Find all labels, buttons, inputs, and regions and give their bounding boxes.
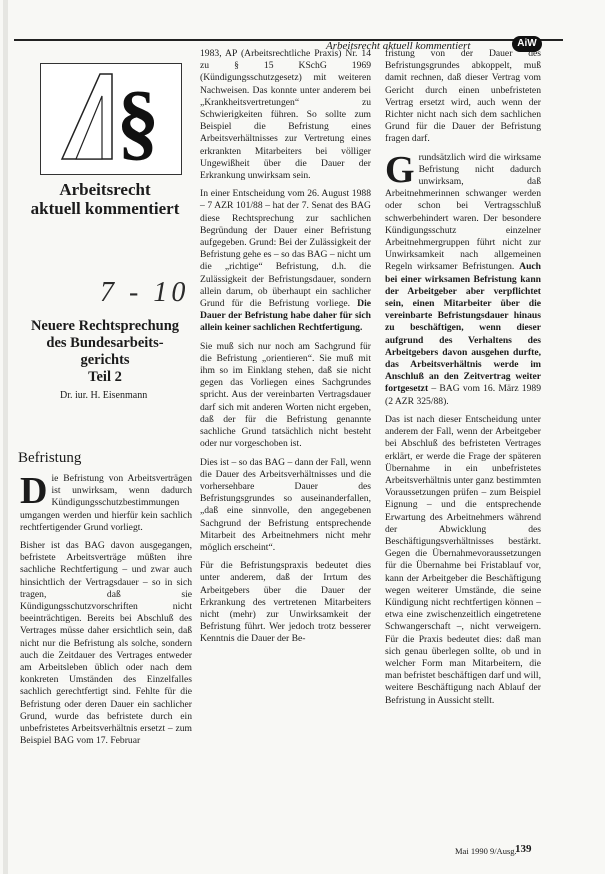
header-rule (14, 39, 563, 41)
paragraph: Bisher ist das BAG davon ausgegangen, befristete Arbeitsverträge müßten ihre sachliche Rechtfertigung – und zwar auch hinsichtlich der Vertragsdauer – so in sich tragen, daß sie Kündigungsschutzvorschriften nicht beeinträchtigen. Bereits bei Abschluß des Vertrages müsse daher ersichtlich sein, daß nicht nur die Befristung als solche, sondern auch die Zeitdauer des Vertrages entweder am Arbeitsleben üblich oder nach dem konkreten Umständen des Einzelfalles sachlich gerechtfertigt sind. Fehlte für die Befristung oder deren Dauer ein sachlicher Grund, wurde das befristete durch ein unbefristetes Arbeitsverhältnis ersetzt – zum Beispiel BAG vom 17. Februar (20, 540, 192, 747)
emphasis: Die Dauer der Befristung habe daher für sich allein keiner sachlichen Rechtfertigung. (200, 298, 371, 334)
emphasis: Auch bei einer wirksamen Befristung kann der Arbeitgeber aber verpflichtet sein, einen Mitarbeiter über die vereinbarte Befristungsdauer hinaus zu beschäftigen, wenn dieser aufgrund des Verhaltens des Arbeitgebers davon ausgehen durfte, das Arbeitsverhältnis werde im Anschluß an den Zeitvertrag weiter fortgesetzt (385, 261, 541, 395)
article-title-line1: Neuere Rechtsprechung (30, 318, 180, 334)
text-column-middle (200, 48, 371, 652)
emblem-title-line1: Arbeitsrecht (59, 180, 151, 199)
handwritten-note: 7 - 10 (100, 277, 190, 308)
drop-cap: G (385, 148, 415, 191)
paragraph: In einer Entscheidung vom 26. August 1988 – 7 AZR 101/88 – hat der 7. Senat des BAG diese Rechtsprechung zur sachlichen Begründung der Dauer einer Befristung aufgegeben. Grund: Bei der Zulässigkeit der Befristung gehe es – so das BAG – nicht um die „richtige“ Befristung, d.h. die Zulässigkeit der Befristungsdauer, sondern allein darum, ob überhaupt ein sachlicher Grund für die Befristung vorliege. Die Dauer der Befristung habe daher für sich allein keiner sachlichen Rechtfertigung. (200, 188, 371, 334)
section-heading: Befristung (18, 450, 82, 466)
header-title: Arbeitsrecht aktuell kommentiert (326, 40, 471, 52)
paragraph: Sie muß sich nur noch am Sachgrund für die Befristung „orientieren“. Sie muß mit ihm so im Einklang stehen, daß sie nicht gegen das Vorliegen eines Sachgrundes spricht. Aus der vereinbarten Vertragsdauer darf sich mit anderen Worten nicht ergeben, daß der für die Befristung genannte sachliche Grund tatsächlich nicht besteht oder nur vorgeschoben ist. (200, 340, 371, 450)
section-sign-glyph: § (116, 73, 160, 169)
paragraph-symbol-icon (42, 64, 182, 174)
paragraph: Grundsätzlich wird die wirksame Befristung nicht dadurch unwirksam, daß Arbeitnehmerinnen schwanger werden oder schon bei Vertragsschluß schwerbehindert waren. Der besondere Kündigungsschutz einzelner Arbeitnehmergruppen führt nicht zur Unwirksamkeit nach allgemeinen Regeln wirksamer Befristungen. Auch bei einer wirksamen Befristung kann der Arbeitgeber aber verpflichtet sein, einen Mitarbeiter über die vereinbarte Befristungsdauer hinaus zu beschäftigen, wenn dieser aufgrund des Verhaltens des Arbeitgebers davon ausgehen durfte, das Arbeitsverhältnis werde im Anschluß an den Zeitvertrag weiter fortgesetzt – BAG vom 16. März 1989 (2 AZR 325/88). (385, 148, 541, 407)
paragraph: Das ist nach dieser Entscheidung unter anderem der Fall, wenn der Arbeitgeber bei Abschluß des befristeten Vertrages erklärt, er werde die Frage der späteren Übernahme in ein unbefristetes Arbeitsverhältnis unter ganz bestimmten Voraussetzungen prüfen – zum Beispiel Eignung – und die entsprechende Erwartung des Arbeitnehmers während der Abwicklung des Beschäftigungsverhältnisses bestärkt. Gegen die Übernahmevoraussetzungen für die Übernahme bei Fristablauf vor, kann der Arbeitgeber die Beschäftigung wegen weiterer Umstände, die seine Kündigung nicht rechtfertigen können – etwa eine zwischenzeitlich eingetretene Schwangerschaft –, nicht verweigern. Für die Praxis bedeutet dies: daß man sich genau überlegen sollte, ob und in welcher Form man Mitarbeitern, die man befristet beschäftigen darf und will, weitere Beschäftigung nach Ablauf der Befristung in Aussicht stellt. (385, 413, 541, 706)
paragraph: Für die Befristungspraxis bedeutet dies unter anderem, daß der Irrtum des Arbeitgebers über die Dauer der Erkrankung des vertretenen Mitarbeiters nicht (mehr) zur Unwirksamkeit der Befristung führt. Wer jedoch trotz besserer Kenntnis die Dauer der Be- (200, 560, 371, 645)
article-title-line2: des Bundesarbeits- (46, 335, 164, 351)
paragraph: 1983, AP (Arbeitsrechtliche Praxis) Nr. 14 zu § 15 KSchG 1969 (Kündigungsschutzgesetz) mit weiteren Nachweisen. Das konnte unter anderem bei „Krankheitsvertretungen“ zu Schwierigkeiten führen. So sollte zum Beispiel die Befristung eines Arbeitsverhältnisses zur Vertretung eines erkrankten Mitarbeiters bei völliger Ungewißheit über die Dauer der Erkrankung unwirksam sein. (200, 48, 371, 182)
drop-cap: D (20, 470, 48, 512)
article-title-line3: gerichts (80, 352, 130, 368)
text-column-left (20, 470, 192, 753)
issue-info: Mai 1990 9/Ausg. (455, 846, 517, 856)
page-number: 139 (515, 843, 532, 855)
paragraph: Dies ist – so das BAG – dann der Fall, wenn die Dauer des Arbeitsverhältnisses und die vorhersehbare Dauer des Befristungsgrundes so auseinanderfallen, „daß eine sinnvolle, den angegebenen Sachgrund der Befristung entsprechende Mitarbeit des Arbeitnehmers nicht mehr möglich erscheint“. (200, 456, 371, 553)
paragraph: fristung von der Dauer des Befristungsgrundes abkoppelt, muß damit rechnen, daß dieser Vertrag vom Gericht durch einen unbefristeten Vertrag ersetzt wird, auch wenn der Richter nicht nach sich dem sachlichen Grund für die Dauer der Befristung fragen darf. (385, 48, 541, 145)
article-title-line4: Teil 2 (88, 369, 122, 385)
emblem-title-line2: aktuell kommentiert (30, 199, 180, 218)
publisher-logo: AiW (512, 36, 542, 52)
page-edge-shadow (3, 0, 8, 874)
text-column-right (385, 48, 541, 713)
author-byline: Dr. iur. H. Eisenmann (60, 390, 148, 401)
paragraph: Die Befristung von Arbeitsverträgen ist unwirksam, wenn dadurch Kündigungsschutzbestimmungen umgangen werden und hierfür kein sachlich rechtfertigender Grund vorliegt. (20, 470, 192, 533)
